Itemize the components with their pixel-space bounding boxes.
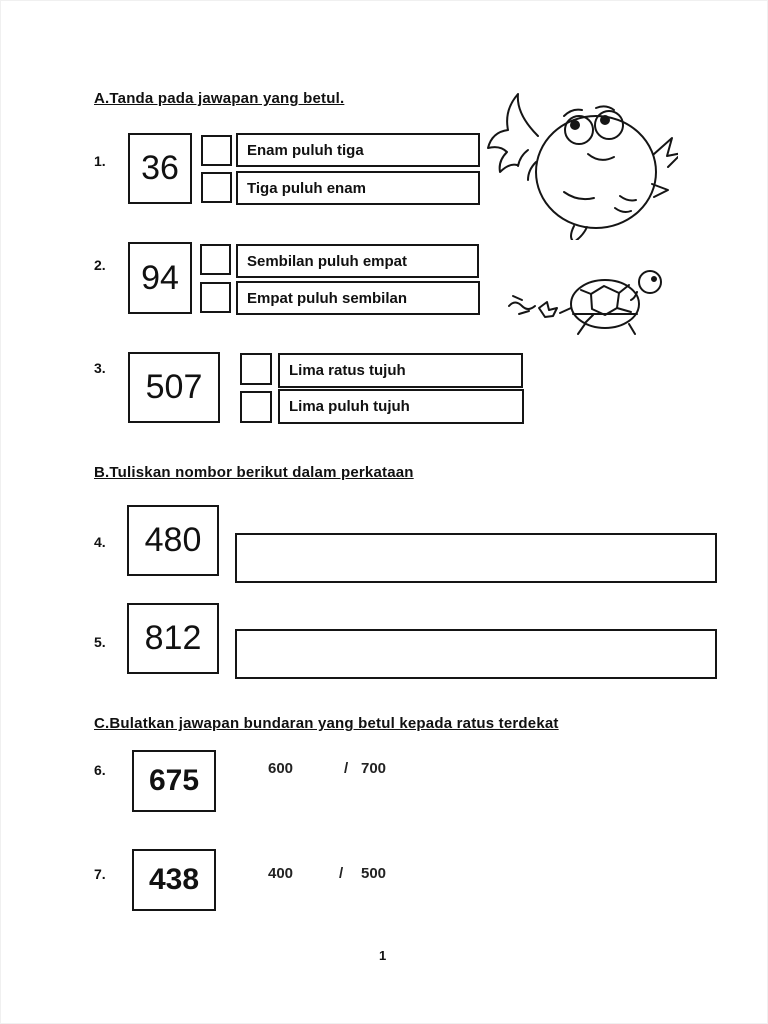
q5-number: 812 bbox=[144, 619, 202, 657]
q4-answer-write-box[interactable] bbox=[235, 533, 717, 583]
q7-option-separator: / bbox=[339, 865, 344, 882]
q7-round-option-right[interactable]: 500 bbox=[361, 865, 387, 882]
q2-option-2-text: Empat puluh sembilan bbox=[247, 289, 408, 307]
q5-label: 5. bbox=[94, 634, 106, 650]
q6-number: 675 bbox=[148, 764, 200, 797]
q1-option-1-text: Enam puluh tiga bbox=[247, 141, 364, 159]
q1-checkbox-2[interactable] bbox=[201, 172, 232, 203]
q1-number: 36 bbox=[141, 149, 179, 187]
q3-number: 507 bbox=[145, 368, 203, 406]
q7-label: 7. bbox=[94, 866, 106, 882]
q2-checkbox-1[interactable] bbox=[200, 244, 231, 275]
q2-option-1-text: Sembilan puluh empat bbox=[247, 252, 408, 270]
q5-number-box bbox=[127, 603, 219, 674]
q7-round-option-left[interactable]: 400 bbox=[268, 865, 294, 882]
section-c-heading: C.Bulatkan jawapan bundaran yang betul kepada ratus terdekat bbox=[94, 715, 559, 732]
q3-option-box-1 bbox=[278, 353, 523, 388]
q6-option-separator: / bbox=[344, 760, 349, 777]
q2-number: 94 bbox=[141, 258, 179, 297]
q1-checkbox-1[interactable] bbox=[201, 135, 232, 166]
q6-round-option-left[interactable]: 600 bbox=[268, 760, 294, 777]
q6-number-box bbox=[132, 750, 216, 812]
q1-option-box-2 bbox=[236, 171, 480, 205]
q7-number: 438 bbox=[148, 863, 200, 896]
q1-option-2-text: Tiga puluh enam bbox=[247, 179, 366, 197]
q3-checkbox-1[interactable] bbox=[240, 353, 272, 385]
section-b-heading: B.Tuliskan nombor berikut dalam perkataan bbox=[94, 464, 414, 481]
q1-number-box bbox=[128, 133, 192, 204]
q6-round-option-right[interactable]: 700 bbox=[361, 760, 387, 777]
q4-number-box bbox=[127, 505, 219, 576]
section-a-heading: A.Tanda pada jawapan yang betul. bbox=[94, 90, 345, 107]
q2-number-box bbox=[128, 242, 192, 314]
q2-label: 2. bbox=[94, 257, 106, 273]
q4-number: 480 bbox=[144, 521, 202, 559]
q5-answer-write-box[interactable] bbox=[235, 629, 717, 679]
turtle-illustration bbox=[505, 262, 675, 340]
q7-number-box bbox=[132, 849, 216, 911]
q2-checkbox-2[interactable] bbox=[200, 282, 231, 313]
q3-option-2-text: Lima puluh tujuh bbox=[289, 398, 410, 415]
q1-option-box-1 bbox=[236, 133, 480, 167]
q3-checkbox-2[interactable] bbox=[240, 391, 272, 423]
q3-number-box bbox=[128, 352, 220, 423]
q3-option-box-2 bbox=[278, 389, 524, 424]
q4-label: 4. bbox=[94, 534, 106, 550]
q3-option-1-text: Lima ratus tujuh bbox=[289, 362, 406, 379]
page-number: 1 bbox=[379, 948, 387, 963]
q1-label: 1. bbox=[94, 153, 106, 169]
q2-option-box-2 bbox=[236, 281, 480, 315]
q3-label: 3. bbox=[94, 360, 106, 376]
q6-label: 6. bbox=[94, 762, 106, 778]
fish-illustration bbox=[478, 92, 678, 240]
q2-option-box-1 bbox=[236, 244, 479, 278]
